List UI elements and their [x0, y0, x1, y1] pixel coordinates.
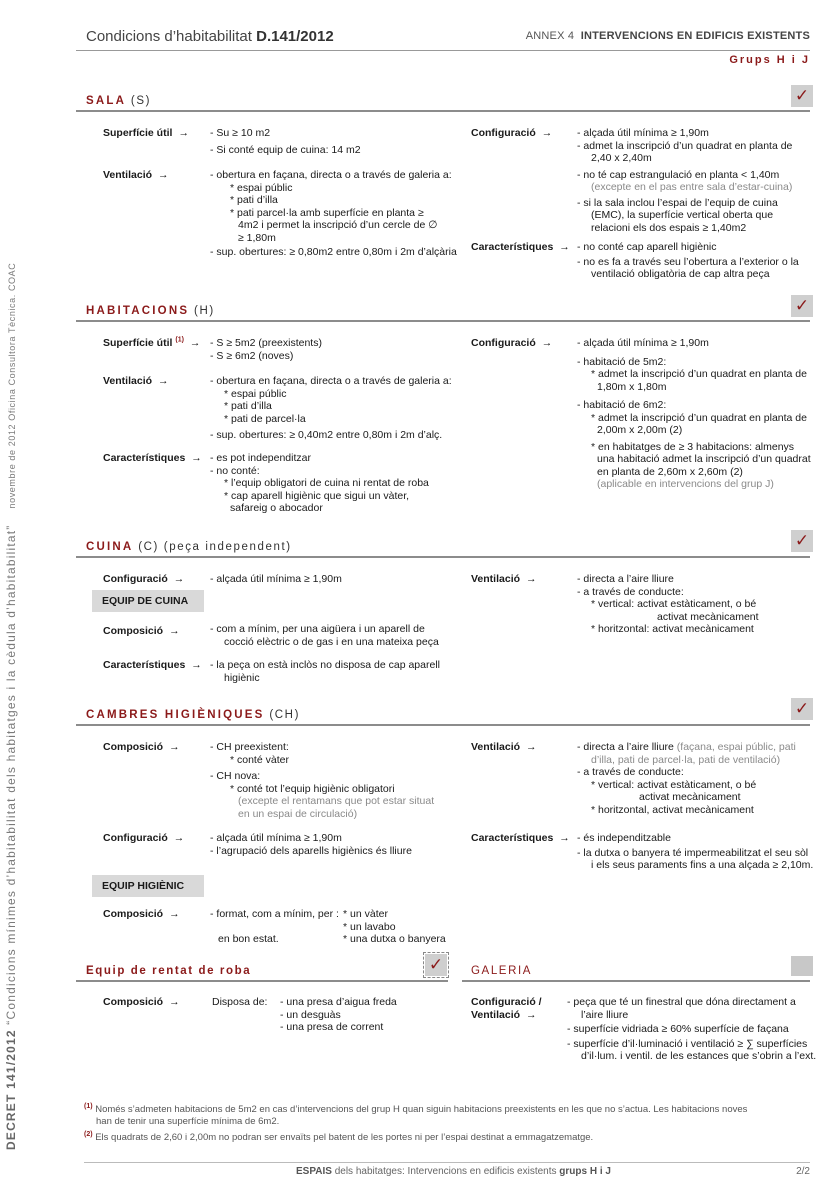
label-superficie: Superfície útil → — [103, 127, 189, 139]
label-composicio: Composició → — [103, 996, 180, 1008]
equip-cuina-box: EQUIP DE CUINA — [92, 590, 204, 612]
grups-label: Grups H i J — [729, 54, 810, 66]
ch-equip-composicio-values: - format, com a mínim, per : en bon estat. — [210, 908, 339, 945]
cuina-composicio-values: - com a mínim, per una aigüera i un aparell de cocció elèctric o de gas i en una mateixa peça — [210, 623, 439, 648]
label-composicio: Composició → — [103, 625, 180, 637]
label-configuracio: Configuració → — [471, 337, 553, 349]
rentat-items: - una presa d’aigua freda - un desguàs - una presa de corrent — [280, 996, 397, 1033]
header-title: Condicions d’habitabilitat D.141/2012 — [86, 28, 334, 45]
check-icon: ✓ — [791, 295, 813, 317]
ch-caracteristiques-values: - és independitzable - la dutxa o banyera té impermeabilitzat el seu sòl i els seus paraments fins a una alçada ≥ 2,10m. — [577, 832, 814, 871]
galeria-values: - peça que té un finestral que dóna directament a l’aire lliure - superfície vidriada ≥ 60% superfície de façana - superfície d’il·luminació i ventilació ≥ ∑ superfícies d’il·lum. i ventil. de les estances que s’obrin a l’ext. — [567, 996, 817, 1062]
header-annex: ANNEX 4 INTERVENCIONS EN EDIFICIS EXISTENTS — [525, 30, 810, 42]
label-composicio: Composició → — [103, 908, 180, 920]
label-ventilacio: Ventilació → — [471, 741, 537, 753]
section-rule — [76, 724, 810, 726]
label-configuracio: Configuració → — [103, 832, 185, 844]
section-title-habitacions: HABITACIONS (H) — [86, 305, 215, 317]
hab-ventilacio-values: - obertura en façana, directa o a través de galeria a: * espai públic * pati d’illa * pati de parcel·la - sup. obertures: ≥ 0,40m2 entre 0,80m i 2m d’alç. — [210, 375, 452, 441]
hab-caracteristiques-values: - es pot independitzar - no conté: * l’equip obligatori de cuina ni rentat de roba * cap aparell higiènic que sigui un vàter, safareig o abocador — [210, 452, 429, 514]
check-icon: ✓ — [425, 954, 447, 976]
sala-superficie-values: - Su ≥ 10 m2 - Si conté equip de cuina: 14 m2 — [210, 127, 361, 156]
check-icon: ✓ — [791, 85, 813, 107]
label-configuracio: Configuració → — [471, 127, 553, 139]
cuina-ventilacio-values: - directa a l’aire lliure - a través de conducte: * vertical: activat estàticament, o bé activat mecànicament * horitzontal: activat mecànicament — [577, 573, 759, 635]
section-rule — [76, 556, 810, 558]
section-rule — [76, 110, 810, 112]
ch-ventilacio-values: - directa a l’aire lliure (façana, espai públic, pati d’illa, pati de parcel·la, pati de ventilació) - a través de conducte: * vertical: activat estàticament, o bé activat mecànicament * horitzontal, activat mecànicament — [577, 741, 796, 816]
label-caracteristiques: Característiques → — [103, 452, 202, 464]
label-caracteristiques: Característiques → — [471, 241, 570, 253]
check-icon: ✓ — [791, 530, 813, 552]
empty-check-box — [791, 956, 813, 976]
section-rule — [462, 980, 810, 982]
label-caracteristiques: Característiques → — [103, 659, 202, 671]
label-caracteristiques: Característiques → — [471, 832, 570, 844]
section-rule — [76, 320, 810, 322]
footer-text: ESPAIS dels habitatges: Intervencions en edificis existents grups H i J — [296, 1166, 611, 1177]
page-number: 2/2 — [796, 1166, 810, 1177]
sala-caracteristiques-values: - no conté cap aparell higiènic - no es fa a través seu l’obertura a l’exterior o la ventilació obligatòria de cap altra peça — [577, 241, 799, 280]
label-ventilacio: Ventilació → — [103, 375, 169, 387]
equip-higienic-box: EQUIP HIGIÈNIC — [92, 875, 204, 897]
hab-superficie-values: - S ≥ 5m2 (preexistents) - S ≥ 6m2 (noves) — [210, 337, 322, 362]
ch-composicio-values: - CH preexistent: * conté vàter - CH nova: * conté tot l’equip higiènic obligatori (excepte el rentamans que pot estar situat en un espai de circulació) — [210, 741, 435, 820]
side-vertical-text: DECRET 141/2012 “Condicions mínimes d’habitabilitat dels habitatges i la cèdula d’habitabilitat”novembre de 2012 Oficina Consultora Tècnica. COAC — [4, 262, 18, 1150]
section-title-galeria: GALERIA — [471, 965, 533, 977]
hab-configuracio-values: - alçada útil mínima ≥ 1,90m - habitació de 5m2: * admet la inscripció d’un quadrat en planta de 1,80m x 1,80m - habitació de 6m2: * admet la inscripció d’un quadrat en planta de 2,00m x 2,00m (2) * en habitatges de ≥ 3 habitacions: almenys una habitació admet la inscripció d’un quadrat en planta de 2,60m x 2,60m (2) (aplicable en intervencions del grup J) — [577, 337, 811, 490]
section-title-cuina: CUINA (C) (peça independent) — [86, 541, 292, 553]
label-composicio: Composició → — [103, 741, 180, 753]
label-superficie: Superfície útil $^{(1)}$ → — [103, 336, 201, 349]
section-rule — [76, 980, 448, 982]
check-icon: ✓ — [791, 698, 813, 720]
header-rule — [76, 50, 810, 51]
section-title-sala: SALA (S) — [86, 95, 152, 107]
label-configuracio: Configuració → — [103, 573, 185, 585]
sala-ventilacio-values: - obertura en façana, directa o a través de galeria a: * espai públic * pati d’illa * pati parcel·la amb superfície en planta ≥ 4m2 i permet la inscripció d’un cercle de ∅ ≥ 1,80m - sup. obertures: ≥ 0,80m2 entre 0,80m i 2m d’alçària — [210, 169, 457, 258]
footer-rule — [84, 1162, 810, 1163]
sala-configuracio-values: - alçada útil mínima ≥ 1,90m - admet la inscripció d’un quadrat en planta de 2,40 x 2,40m - no té cap estrangulació en planta < 1,40m (excepte en el pas entre sala d’estar-cuina) - si la sala inclou l’espai de l’equip de cuina (EMC), la superfície vertical oberta que relacioni els dos espais ≥ 1,40m2 — [577, 127, 793, 234]
footnotes: $^{(1)}$ Només s’admeten habitacions de 5m2 en cas d’intervencions del grup H quan siguin habitacions preexistents en les que no s’actua. Les habitacions noves han de tenir una superfície mínima de 6m2. $^{(2)}$ Els quadrats de 2,60 i 2,00m no podran ser envaïts pel batent de les portes ni per l’espai destinat a emmagatzematge. — [84, 1102, 748, 1143]
label-ventilacio: Ventilació → — [103, 169, 169, 181]
section-title-rentat-roba: Equip de rentat de roba — [86, 965, 252, 977]
cuina-configuracio-values: - alçada útil mínima ≥ 1,90m — [210, 573, 342, 585]
ch-configuracio-values: - alçada útil mínima ≥ 1,90m - l’agrupació dels aparells higiènics és lliure — [210, 832, 412, 857]
ch-equip-items: * un vàter * un lavabo * una dutxa o banyera — [343, 908, 446, 945]
label-ventilacio: Ventilació → — [471, 573, 537, 585]
cuina-caracteristiques-values: - la peça on està inclòs no disposa de cap aparell higiènic — [210, 659, 440, 684]
section-title-cambres-higieniques: CAMBRES HIGIÈNIQUES (CH) — [86, 709, 301, 721]
label-configuracio-ventilacio: Configuració / Ventilació → — [471, 996, 542, 1021]
rentat-disposa: Disposa de: — [212, 996, 268, 1008]
